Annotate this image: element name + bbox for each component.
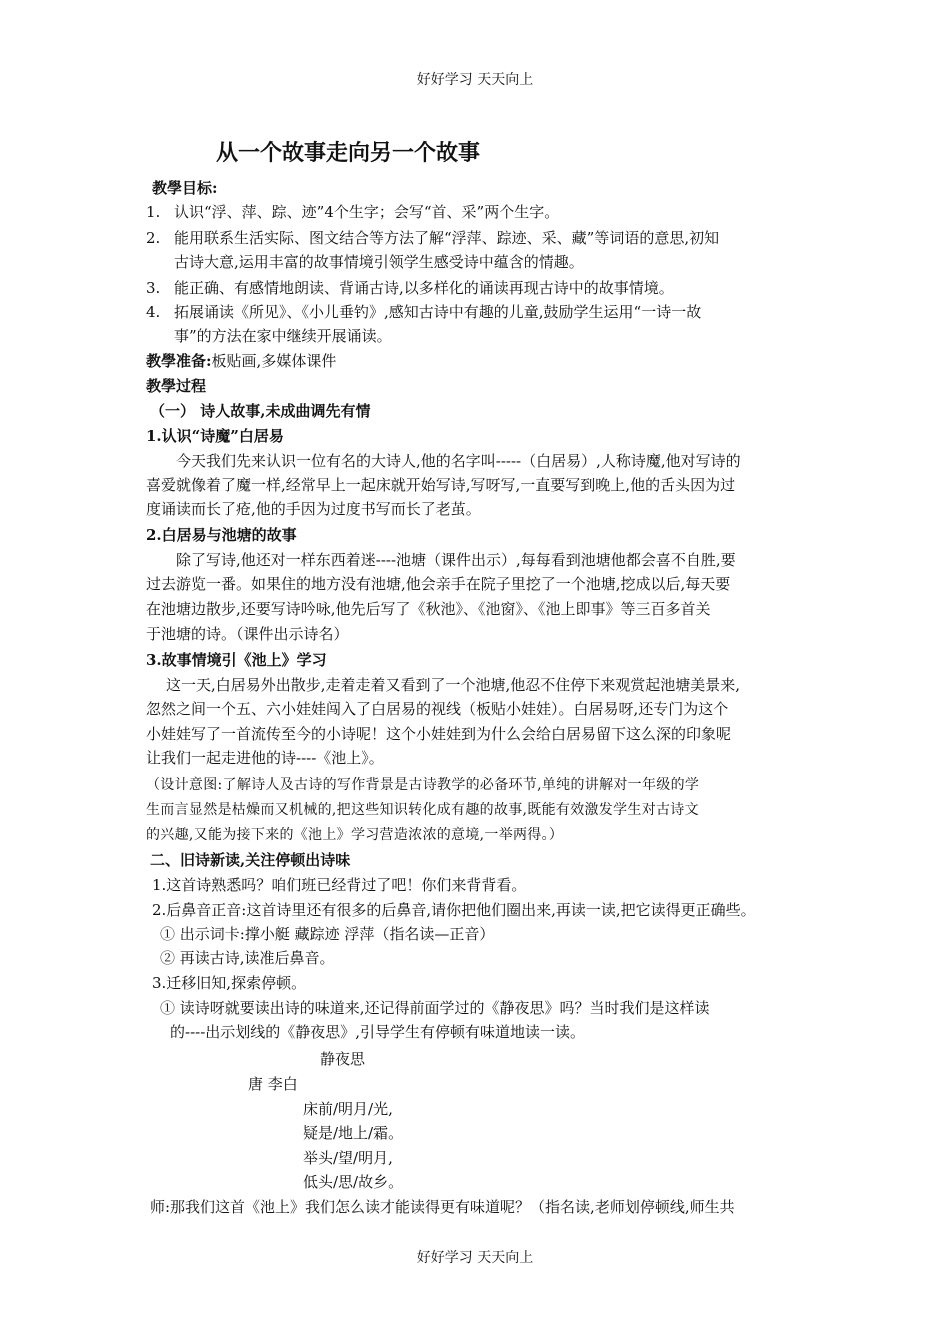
- process-heading: 教學过程: [146, 377, 207, 395]
- design-note-line: 生而言显然是枯燥而又机械的,把这些知识转化成有趣的故事,既能有效激发学生对古诗文: [146, 802, 699, 818]
- page-footer: 好好学习 天天向上: [416, 1250, 534, 1266]
- objective-text: 能用联系生活实际、图文结合等方法了解“浮萍、踪迹、采、藏”等词语的意思,初知: [174, 229, 720, 247]
- paragraph-line: 于池塘的诗。（课件出示诗名）: [146, 625, 349, 643]
- paragraph-line: 过去游览一番。如果住的地方没有池塘,他会亲手在院子里挖了一个池塘,挖成以后,每天要: [146, 575, 731, 593]
- objective-text: 能正确、有感情地朗读、背诵古诗,以多样化的诵读再现古诗中的故事情境。: [174, 279, 674, 297]
- paragraph-line: 除了写诗,他还对一样东西着迷----池塘（课件出示）,每每看到池塘他都会喜不自胜,要: [176, 551, 736, 569]
- poem-line: 疑是/地上/霜。: [303, 1124, 404, 1142]
- objective-number: 4.: [146, 303, 161, 321]
- paragraph-line: 让我们一起走进他的诗----《池上》。: [146, 749, 384, 767]
- prep-text: 板贴画,多媒体课件: [211, 352, 337, 370]
- paragraph-line: 忽然之间一个五、六小娃娃闯入了白居易的视线（板贴小娃娃）。白居易呀,还专门为这个: [146, 700, 729, 718]
- objective-number: 2.: [146, 229, 161, 247]
- closing-line: 师:那我们这首《池上》我们怎么读才能读得更有味道呢？（指名读,老师划停顿线,师生共: [150, 1198, 735, 1216]
- step-line: 1.这首诗熟悉吗？咱们班已经背过了吧！你们来背背看。: [152, 876, 527, 894]
- objective-text: 古诗大意,运用丰富的故事情境引领学生感受诗中蕴含的情趣。: [174, 253, 584, 271]
- step-line: 的----出示划线的《静夜思》,引导学生有停顿有味道地读一读。: [170, 1023, 586, 1041]
- part-one-heading: 1.认识“诗魔”白居易: [146, 427, 284, 445]
- document-title: 从一个故事走向另一个故事: [216, 140, 481, 166]
- paragraph-line: 在池塘边散步,还要写诗吟咏,他先后写了《秋池》、《池窗》、《池上即事》等三百多首关: [146, 600, 711, 618]
- prep-label: 教學准备:: [146, 352, 212, 370]
- part-two-heading: 2.白居易与池塘的故事: [146, 526, 297, 544]
- poem-title: 静夜思: [320, 1050, 366, 1068]
- step-line: 3.迁移旧知,探索停顿。: [152, 974, 307, 992]
- design-note-line: （设计意图:了解诗人及古诗的写作背景是古诗教学的必备环节,单纯的讲解对一年级的学: [146, 777, 700, 793]
- step-line: ② 再读古诗,读准后鼻音。: [160, 949, 335, 967]
- section-one-heading: （一） 诗人故事,未成曲调先有情: [150, 402, 371, 420]
- step-line: 2.后鼻音正音:这首诗里还有很多的后鼻音,请你把他们圈出来,再读一读,把它读得更正确些。: [152, 901, 756, 919]
- paragraph-line: 今天我们先来认识一位有名的大诗人,他的名字叫-----（白居易）,人称诗魔,他对写诗的: [176, 452, 741, 470]
- prep-line: [146, 349, 336, 373]
- design-note-line: 的兴趣,又能为接下来的《池上》学习营造浓浓的意境,一举两得。）: [146, 827, 564, 843]
- poem-line: 举头/望/明月,: [303, 1149, 393, 1167]
- page-header: 好好学习 天天向上: [416, 72, 534, 88]
- paragraph-line: 度诵读而长了疮,他的手因为过度书写而长了老茧。: [146, 500, 481, 518]
- objective-text: 认识“浮、萍、踪、迹”4个生字；会写“首、采”两个生字。: [174, 203, 560, 221]
- paragraph-line: 小娃娃写了一首流传至今的小诗呢！这个小娃娃到为什么会给白居易留下这么深的印象呢: [146, 725, 732, 743]
- poem-line: 低头/思/故乡。: [303, 1173, 404, 1191]
- paragraph-line: 喜爱就像着了魔一样,经常早上一起床就开始写诗,写呀写,一直要写到晚上,他的舌头因为过: [146, 476, 736, 494]
- objective-number: 1.: [146, 203, 161, 221]
- step-line: ① 出示词卡:撑小艇 藏踪迹 浮萍（指名读—正音）: [160, 925, 495, 943]
- poem-author: 唐 李白: [248, 1075, 298, 1093]
- objective-text: 拓展诵读《所见》、《小儿垂钓》,感知古诗中有趣的儿童,鼓励学生运用“一诗一故: [174, 303, 702, 321]
- section-two-heading: 二、旧诗新读,关注停顿出诗味: [150, 851, 351, 869]
- objective-number: 3.: [146, 279, 161, 297]
- part-three-heading: 3.故事情境引《池上》学习: [146, 651, 327, 669]
- step-line: ① 读诗呀就要读出诗的味道来,还记得前面学过的《静夜思》吗？当时我们是这样读: [160, 999, 710, 1017]
- poem-line: 床前/明月/光,: [303, 1100, 393, 1118]
- paragraph-line: 这一天,白居易外出散步,走着走着又看到了一个池塘,他忍不住停下来观赏起池塘美景来,: [166, 676, 741, 694]
- objectives-heading: 教學目标:: [152, 179, 218, 197]
- objective-text: 事”的方法在家中继续开展诵读。: [174, 327, 392, 345]
